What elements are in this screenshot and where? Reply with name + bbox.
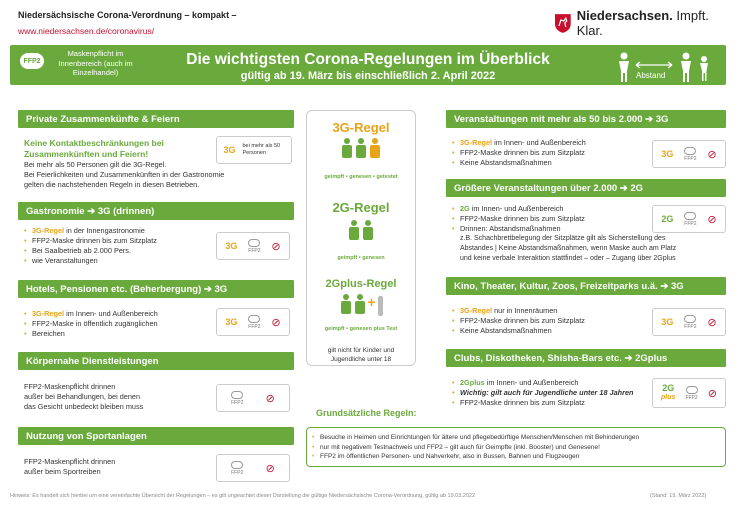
test-icon bbox=[378, 296, 383, 316]
sport-badge bbox=[216, 454, 290, 482]
mask-small-icon: FFP2 bbox=[231, 391, 243, 406]
list-item: • FFP2-Maske drinnen bis zum Sitzplatz bbox=[24, 236, 157, 246]
list-item: • 3G-Regel in der Innengastronomie bbox=[24, 226, 157, 236]
list-item: • Bereichen bbox=[24, 329, 158, 339]
list-item: • FFP2-Maske drinnen bis zum Sitzplatz bbox=[452, 214, 585, 224]
v2000-detail3: und keine verbale Interaktion stattfindet – oder – Zugang über 2Gplus bbox=[460, 255, 676, 262]
private-line3: gelten die nachstehenden Regeln in diesen Betrieben. bbox=[24, 180, 200, 189]
rule-3g-people bbox=[306, 138, 416, 165]
hotel-badge bbox=[216, 308, 290, 336]
rule-label: 3G bbox=[225, 317, 238, 327]
list-item: • FFP2 im öffentlichen Personen- und Nahverkehr, also in Bussen, Bahnen und Flugzeugen bbox=[312, 452, 722, 462]
mask-small-icon: FFP2 bbox=[248, 239, 260, 254]
logo-sub: Impft. Klar. bbox=[576, 8, 709, 38]
section-v2000: Größere Veranstaltungen über 2.000 ➔ 2G bbox=[446, 179, 726, 197]
mask-small-icon: FFP2 bbox=[248, 315, 260, 330]
no-seat-icon: ⊘ bbox=[707, 316, 717, 329]
clubs-badge bbox=[652, 378, 726, 408]
mask-small-icon: FFP2 bbox=[685, 386, 697, 401]
section-private: Private Zusammenkünfte & Feiern bbox=[18, 110, 294, 128]
list-item: • FFP2-Maske in öffentlich zugänglichen bbox=[24, 319, 158, 329]
rule-2g-title: 2G-Regel bbox=[332, 200, 390, 215]
rule-label: 3G bbox=[223, 145, 236, 155]
section-v50: Veranstaltungen mit mehr als 50 bis 2.000 ➔ 3G bbox=[446, 110, 726, 128]
rule-note: bei mehr als 50 Personen bbox=[242, 143, 281, 156]
person-icon bbox=[341, 138, 353, 160]
list-item: • 3G-Regel im Innen- und Außenbereich bbox=[24, 309, 158, 319]
list-item: • wie Veranstaltungen bbox=[24, 256, 157, 266]
list-item: • FFP2-Maske drinnen bis zum Sitzplatz bbox=[452, 398, 633, 408]
plus-icon: + bbox=[367, 294, 376, 310]
v2000-detail2: Abstandes | Keine Abstandsmaßnahmen, wenn Maske auch am Platz bbox=[460, 245, 677, 252]
rule-2gplus-title: 2Gplus-Regel bbox=[325, 278, 397, 290]
mask-small-icon: FFP2 bbox=[231, 461, 243, 476]
no-seat-icon: ⊘ bbox=[271, 316, 281, 329]
person-icon bbox=[354, 294, 366, 316]
koerper-badge bbox=[216, 384, 290, 412]
hotel-list bbox=[24, 309, 158, 339]
list-item: • nur mit negativem Testnachweis und FFP2 – gilt auch für Geimpfte (inkl. Booster) und Genesene! bbox=[312, 443, 722, 453]
section-hotel: Hotels, Pensionen etc. (Beherbergung) ➔ 3G bbox=[18, 280, 294, 298]
mask-small-icon: FFP2 bbox=[684, 147, 696, 162]
list-item: • 3G-Regel im Innen- und Außenbereich bbox=[452, 138, 586, 148]
mask-text: Maskenpflicht im Innenbereich (auch im Einzelhandel) bbox=[58, 49, 133, 77]
logo-main: Niedersachsen. bbox=[576, 8, 673, 23]
page-subtitle: gültig ab 19. März bis einschließlich 2. April 2022 bbox=[240, 70, 496, 82]
stand-date: (Stand: 19. März 2022) bbox=[650, 493, 707, 499]
rule-2gplus-people bbox=[306, 294, 416, 321]
no-seat-icon: ⊘ bbox=[271, 240, 281, 253]
private-line1: Bei mehr als 50 Personen gilt die 3G-Regel. bbox=[24, 160, 167, 169]
list-item: • Keine Abstandsmaßnahmen bbox=[452, 326, 585, 336]
koerper-line2: außer bei Behandlungen, bei denen bbox=[24, 392, 141, 401]
section-koerper: Körpernahe Dienstleistungen bbox=[18, 352, 294, 370]
list-item: • Besuche in Heimen und Einrichtungen für ältere und pflegebedürftige Menschen/Menschen mit Behinderungen bbox=[312, 433, 722, 443]
footnote: Hinweis: Es handelt sich hierbei um eine vereinfachte Übersicht der Regelungen – es gilt ungeachtet dieser Darstellung die gültige Niedersächsische Corona-Verordnung, gültig ab 19.03.2022 bbox=[10, 493, 476, 499]
person-icon bbox=[369, 138, 381, 160]
header-title: Niedersächsische Corona-Verordnung – kompakt – bbox=[18, 10, 237, 20]
mask-small-icon: FFP2 bbox=[684, 315, 696, 330]
list-item: • 3G-Regel nur in Innenräumen bbox=[452, 306, 585, 316]
no-seat-icon: ⊘ bbox=[707, 387, 717, 400]
rule-label: 2G bbox=[661, 214, 674, 224]
sport-line2: außer beim Sportreiben bbox=[24, 467, 101, 476]
rule-2g-people bbox=[306, 220, 416, 247]
rules-note2: Jugendliche unter 18 bbox=[330, 356, 392, 363]
rule-label: 3G bbox=[661, 317, 674, 327]
basic-rules-list bbox=[312, 433, 722, 462]
rule-3g-title: 3G-Regel bbox=[332, 120, 390, 135]
section-sport: Nutzung von Sportanlagen bbox=[18, 427, 294, 445]
list-item: • Bei Saalbetrieb ab 2.000 Pers. bbox=[24, 246, 157, 256]
person-icon bbox=[355, 138, 367, 160]
list-item: • 2G im Innen- und Außenbereich bbox=[452, 204, 585, 214]
v50-badge bbox=[652, 140, 726, 168]
header-link[interactable]: www.niedersachsen.de/coronavirus/ bbox=[18, 26, 155, 36]
v2000-badge bbox=[652, 205, 726, 233]
list-item: • FFP2-Maske drinnen bis zum Sitzplatz bbox=[452, 148, 586, 158]
rule-3g-caption: geimpft • genesen • getestet bbox=[324, 174, 398, 180]
list-item: • FFP2-Maske drinnen bis zum Sitzplatz bbox=[452, 316, 585, 326]
no-seat-icon: ⊘ bbox=[707, 148, 717, 161]
rule-label: 3G bbox=[661, 149, 674, 159]
koerper-line1: FFP2-Maskenpflicht drinnen bbox=[24, 382, 116, 391]
private-headline: Keine Kontaktbeschränkungen bei Zusammenkünften und Feiern! bbox=[24, 138, 164, 159]
v50-list bbox=[452, 138, 586, 168]
horse-crest-icon bbox=[553, 12, 573, 34]
section-clubs: Clubs, Diskotheken, Shisha-Bars etc. ➔ 2Gplus bbox=[446, 349, 726, 367]
list-item: • 2Gplus im Innen- und Außenbereich bbox=[452, 378, 633, 388]
rule-label: 2G plus bbox=[661, 383, 676, 401]
rules-note1: gilt nicht für Kinder und bbox=[327, 347, 395, 354]
gastro-list bbox=[24, 226, 157, 266]
v2000-list bbox=[452, 204, 585, 234]
kino-list bbox=[452, 306, 585, 336]
list-item: • Drinnen: Abstandsmaßnahmen bbox=[452, 224, 585, 234]
sport-line1: FFP2-Maskenpflicht drinnen bbox=[24, 457, 116, 466]
section-kino: Kino, Theater, Kultur, Zoos, Freizeitparks u.ä. ➔ 3G bbox=[446, 277, 726, 295]
distance-label: Abstand bbox=[636, 71, 666, 80]
list-item: • Wichtig: gilt auch für Jugendliche unter 18 Jahren bbox=[452, 388, 633, 398]
person-icon bbox=[340, 294, 352, 316]
person-icon bbox=[362, 220, 374, 242]
private-line2: Bei Feierlichkeiten und Zusammenkünften in der Gastronomie bbox=[24, 170, 225, 179]
logo bbox=[553, 8, 736, 38]
koerper-line3: das Gesicht unbedeckt bleiben muss bbox=[24, 402, 144, 411]
mask-icon: FFP2 bbox=[20, 53, 44, 69]
rule-2g-caption: geimpft • genesen bbox=[337, 255, 385, 261]
rule-2gplus-caption: geimpft • genesen plus Test bbox=[324, 326, 398, 332]
gastro-badge bbox=[216, 232, 290, 260]
section-gastro: Gastronomie ➔ 3G (drinnen) bbox=[18, 202, 294, 220]
person-icon bbox=[348, 220, 360, 242]
kino-badge bbox=[652, 308, 726, 336]
clubs-list bbox=[452, 378, 633, 408]
private-badge bbox=[216, 136, 292, 164]
basic-rules-title: Grundsätzliche Regeln: bbox=[316, 408, 417, 418]
page-title: Die wichtigsten Corona-Regelungen im Überblick bbox=[186, 51, 550, 68]
no-seat-icon: ⊘ bbox=[707, 213, 717, 226]
no-seat-icon: ⊘ bbox=[265, 462, 275, 475]
list-item: • Keine Abstandsmaßnahmen bbox=[452, 158, 586, 168]
v2000-detail1: z.B. Schachbrettbelegung der Sitzplätze gilt als Sicherstellung des bbox=[460, 235, 666, 242]
mask-small-icon: FFP2 bbox=[684, 212, 696, 227]
rule-label: 3G bbox=[225, 241, 238, 251]
no-seat-icon: ⊘ bbox=[265, 392, 275, 405]
